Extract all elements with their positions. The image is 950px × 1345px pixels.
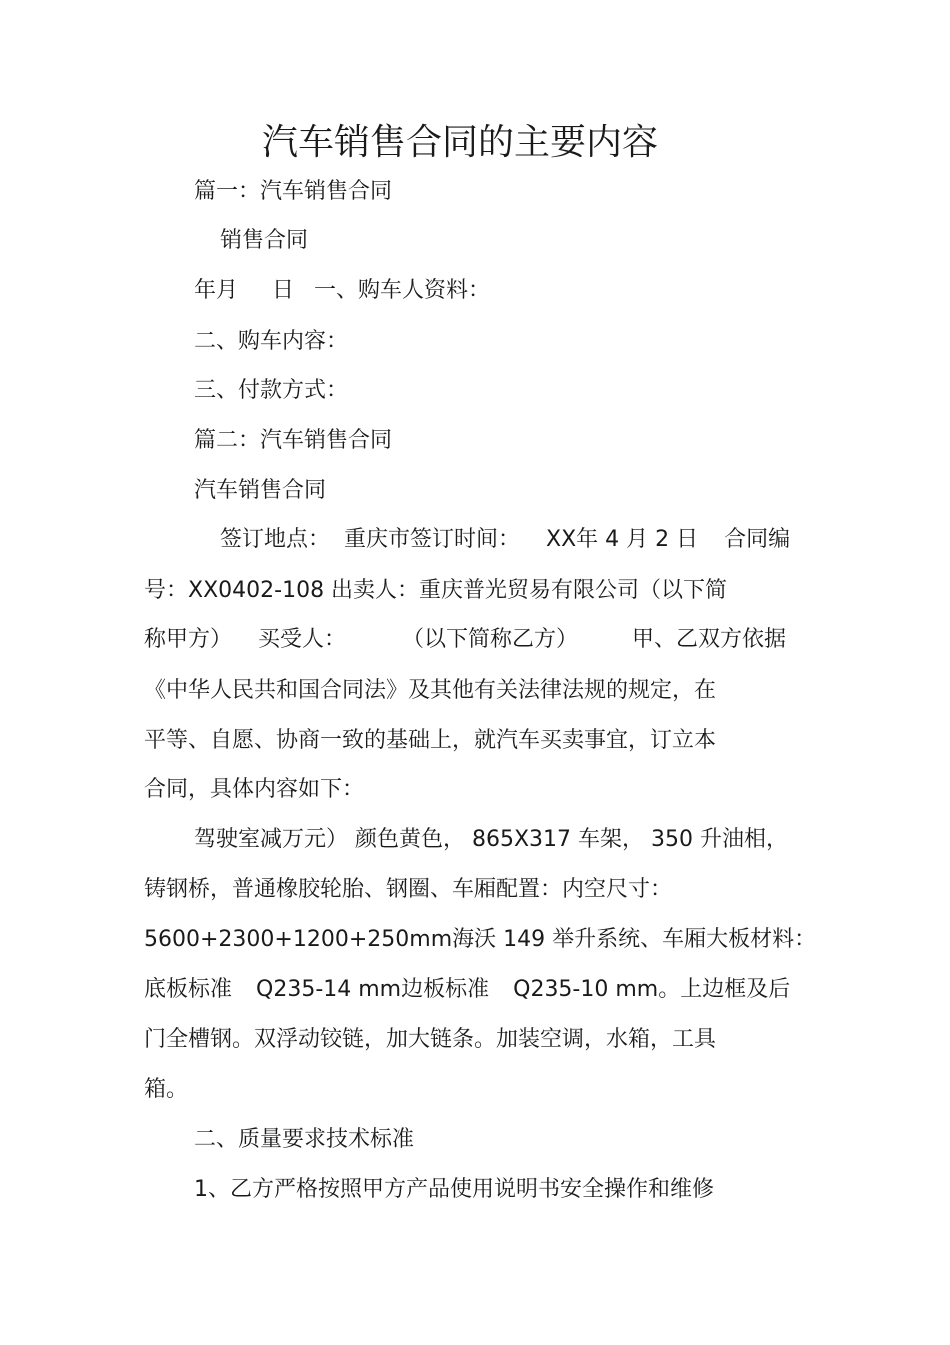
party-a-abbrev: 称甲方） [144,627,233,652]
signing-date: XX年 4 月 2 日 [546,527,699,552]
body-text-line: 合同，具体内容如下： [144,777,365,802]
body-text-line: 《中华人民共和国合同法》及其他有关法律法规的规定，在 [144,678,717,703]
signing-place-label: 签订地点： [220,527,331,552]
floor-standard-label: 底板标准 [144,977,233,1002]
date-year-month: 年月 [194,278,239,303]
party-b-abbrev: （以下简称乙方） [402,627,579,652]
buyer-label: 买受人： [258,627,347,652]
quality-clause-1: 1、乙方严格按照甲方产品使用说明书安全操作和维修 [194,1177,714,1202]
contract-name-line: 汽车销售合同 [194,478,327,503]
vehicle-spec-line: 门全槽钢。双浮动铰链，加大链条。加装空调，水箱，工具 [144,1027,717,1052]
date-buyer-info-line [194,276,490,306]
vehicle-spec-line: 箱。 [144,1077,189,1102]
quality-heading: 二、质量要求技术标准 [194,1127,415,1152]
section-heading-1: 篇一：汽车销售合同 [194,179,393,204]
subheading-sales-contract: 销售合同 [220,228,309,253]
document-title: 汽车销售合同的主要内容 [261,122,658,163]
floor-standard-value: Q235-14 mm边板标准 [256,977,490,1002]
body-text-line: 平等、自愿、协商一致的基础上，就汽车买卖事宜，订立本 [144,728,717,753]
contract-number-seller-line: 号：XX0402-108 出卖人：重庆普光贸易有限公司（以下简 [144,578,728,603]
side-standard-value: Q235-10 mm。上边框及后 [513,977,791,1002]
vehicle-spec-line: 驾驶室减万元） 颜色黄色， 865X317 车架， 350 升油相， [194,827,789,852]
signing-place-city: 重庆市签订时间： [344,527,521,552]
signing-info-line [220,525,790,555]
section-heading-2: 篇二：汽车销售合同 [194,428,393,453]
payment-method-line: 三、付款方式： [194,378,349,403]
contract-number-label: 合同编 [724,527,791,552]
buyer-info-label: 一、购车人资料： [314,278,491,303]
purchase-content-line: 二、购车内容： [194,329,349,354]
parties-basis: 甲、乙双方依据 [632,627,787,652]
vehicle-spec-line: 5600+2300+1200+250mm海沃 149 举升系统、车厢大板材料： [144,927,817,952]
date-day: 日 [272,278,295,303]
material-spec-line [144,975,790,1005]
vehicle-spec-line: 铸钢桥，普通橡胶轮胎、钢圈、车厢配置：内空尺寸： [144,877,673,902]
parties-line [144,625,786,655]
